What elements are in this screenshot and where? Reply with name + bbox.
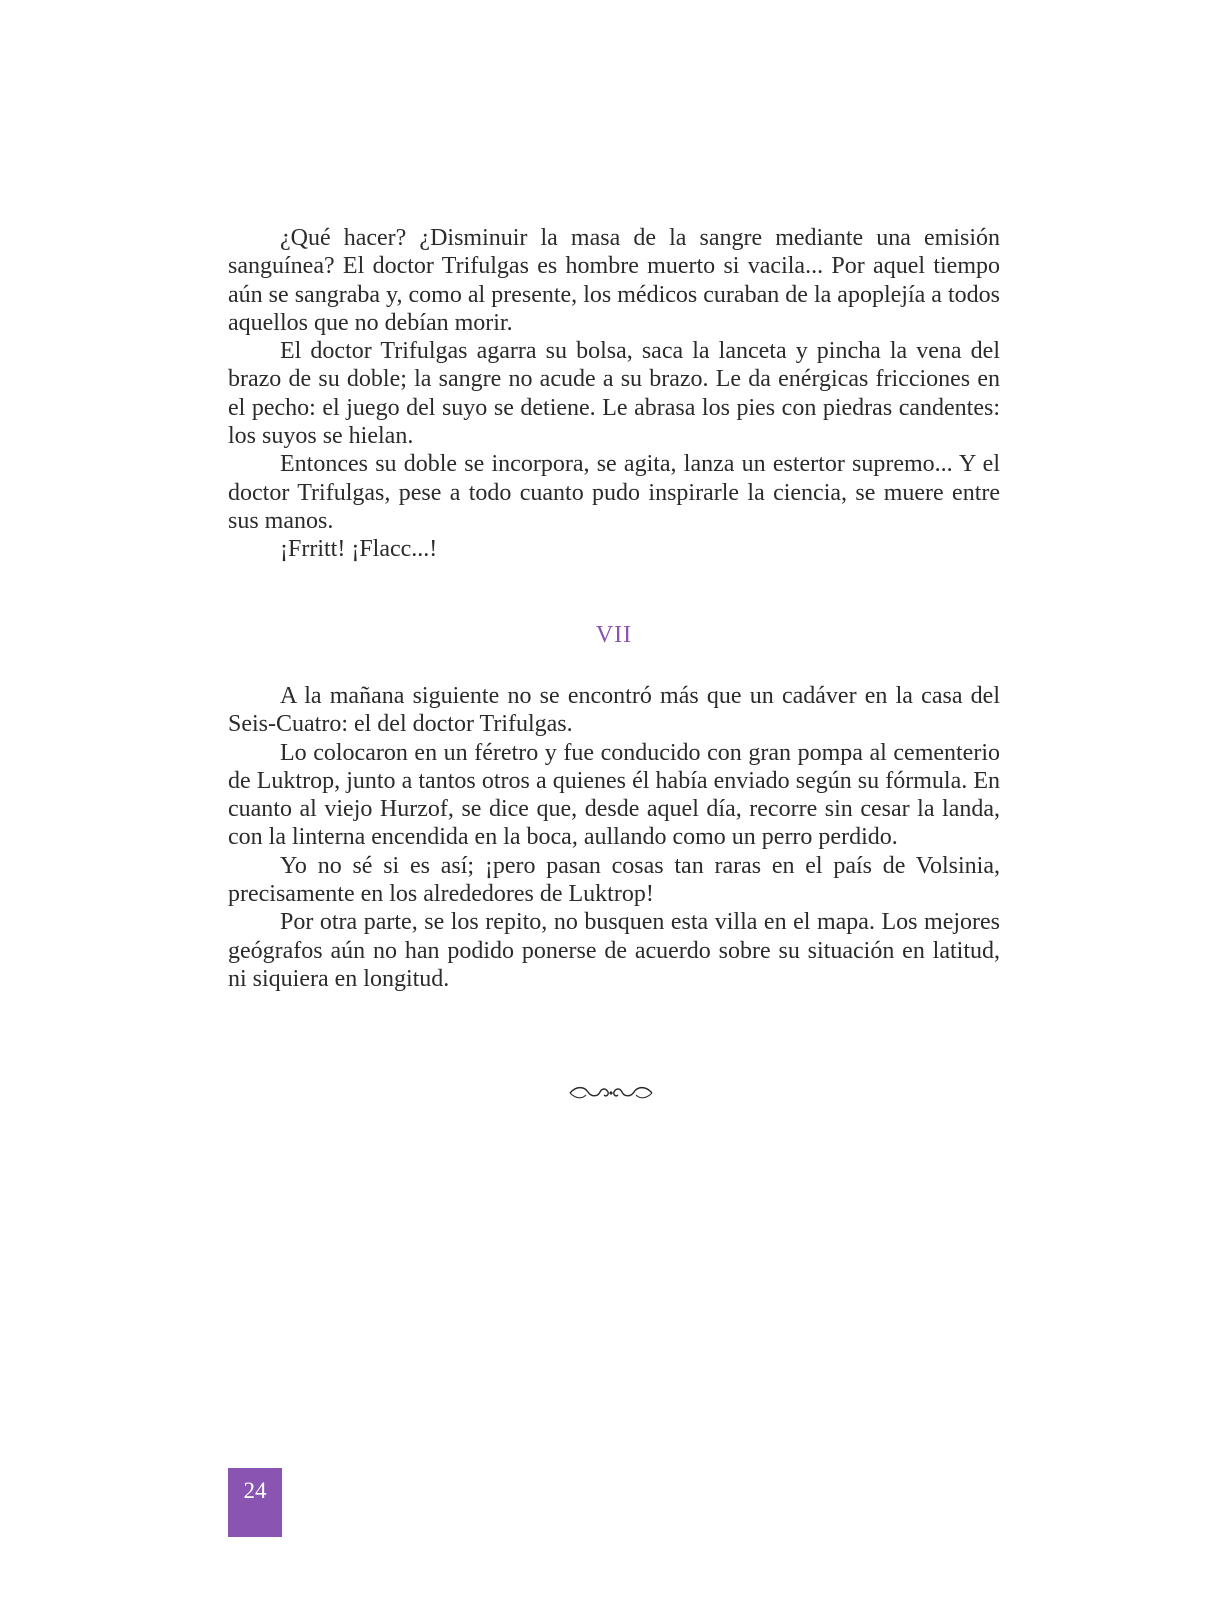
body-text-after-chapter [228,682,1000,993]
paragraph: A la mañana siguiente no se encontró más que un cadáver en la casa del Seis-Cuatro: el del doctor Trifulgas. [228,683,1000,738]
body-text-before-chapter [228,224,1000,564]
paragraph: El doctor Trifulgas agarra su bolsa, saca la lanceta y pincha la vena del brazo de su doble; la sangre no acude a su brazo. Le da enérgicas fricciones en el pecho: el juego del suyo se detiene. Le abrasa los pies con piedras candentes: los suyos se hielan. [228,338,1000,450]
paragraph: ¡Frritt! ¡Flacc...! [280,536,438,563]
paragraph: Entonces su doble se incorpora, se agita, lanza un estertor supremo... Y el doctor Trifulgas, pese a todo cuanto pudo inspirarle la ciencia, se muere entre sus manos. [228,451,1000,534]
paragraph: Lo colocaron en un féretro y fue conducido con gran pompa al cementerio de Luktrop, junto a tantos otros a quienes él había enviado según su fórmula. En cuanto al viejo Hurzof, se dice que, desde aquel día, recorre sin cesar la landa, con la linterna encendida en la boca, aullando como un perro perdido. [228,739,1000,851]
paragraph: Yo no sé si es así; ¡pero pasan cosas tan raras en el país de Volsinia, precisamente en los alrededores de Luktrop! [228,852,1000,908]
flourish-divider-icon [568,1082,654,1104]
chapter-heading: VII [595,622,633,648]
paragraph: Por otra parte, se los repito, no busquen esta villa en el mapa. Los mejores geógrafos aún no han podido ponerse de acuerdo sobre su situación en latitud, ni siquiera en longitud. [228,909,1000,992]
paragraph: ¿Qué hacer? ¿Disminuir la masa de la sangre mediante una emisión sanguínea? El doctor Trifulgas es hombre muerto si vacila... Por aquel tiempo aún se sangraba y, como al presente, los médicos curaban de la apoplejía a todos aquellos que no debían morir. [228,225,1000,336]
page-number: 24 [243,1478,267,1503]
page-number-badge [228,1468,282,1537]
